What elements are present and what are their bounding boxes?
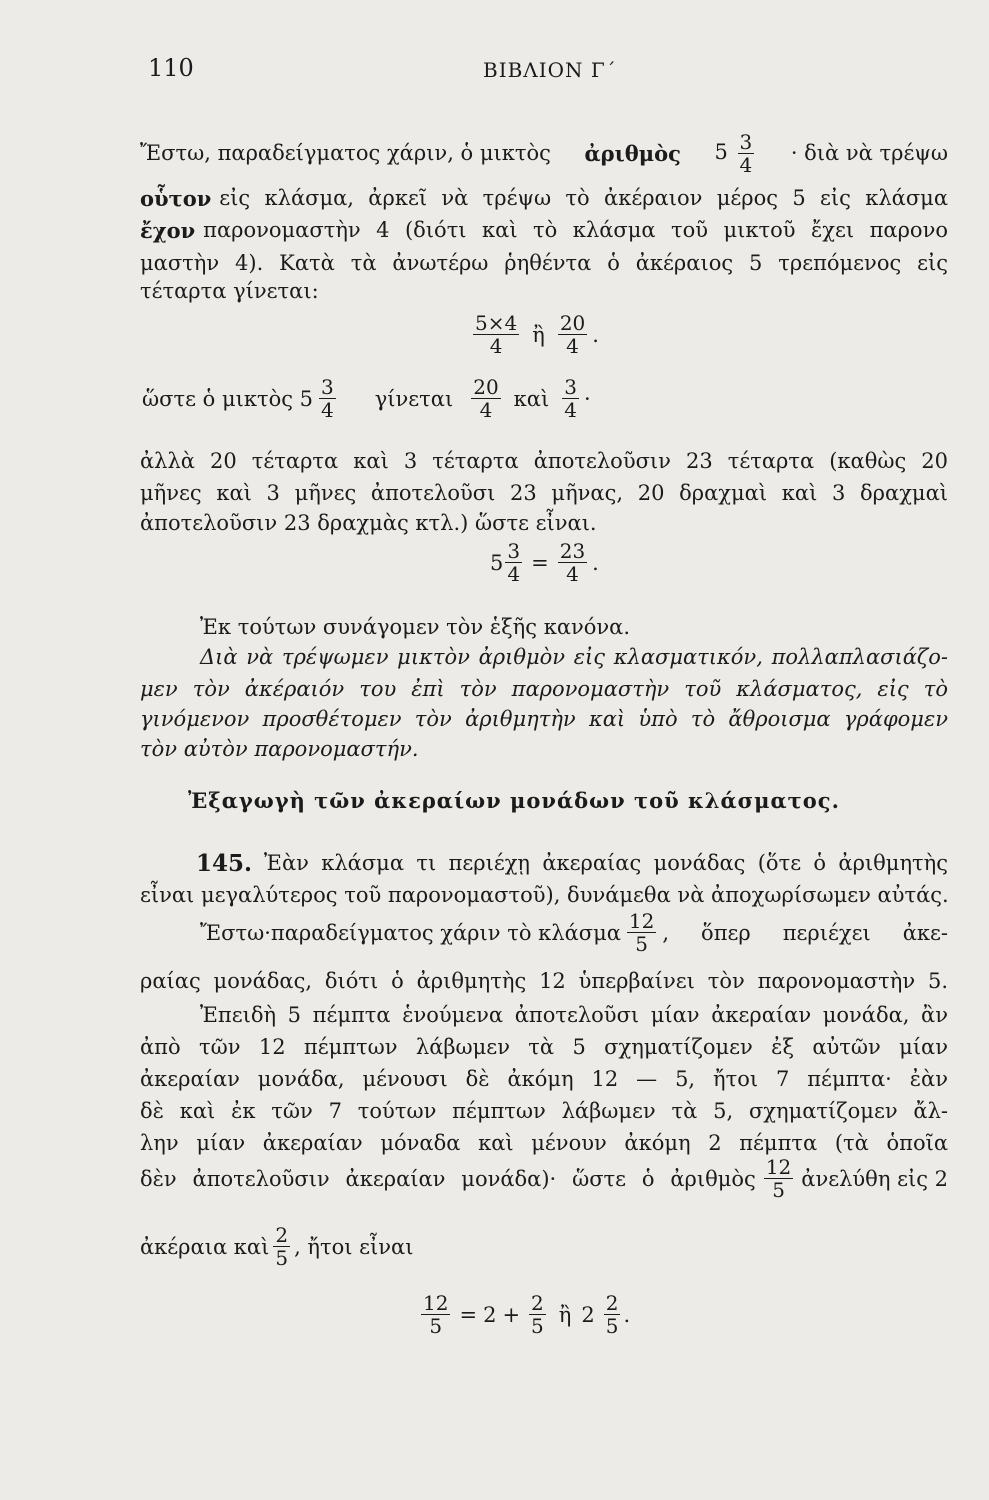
para145-line1: 145. Ἐὰν κλάσμα τι περιέχῃ ἀκεραίας μονάδας (ὅτε ὁ ἀριθμητὴς <box>196 850 948 877</box>
fraction-3-4: $\frac{3}{4}$ <box>507 539 521 586</box>
para145-line2: εἶναι μεγαλύτερος τοῦ παρονομαστοῦ), δυνάμεθα νὰ ἀποχωρίσωμεν αὐτάς. <box>140 883 949 907</box>
rule-intro: Ἐκ τούτων συνάγομεν τὸν ἑξῆς κανόνα. <box>200 615 631 639</box>
equation-5-3-4-equals-23-4: 5 $\frac{3}{4}$ = $\frac{23}{4}$ . <box>490 539 599 586</box>
page-number: 110 <box>148 54 194 82</box>
para145-line10: δὲν ἀποτελοῦσιν ἀκεραίαν μονάδα)· ὥστε ὁ ἀριθμὸς $\frac{12}{5}$ ἀνελύθη εἰς 2 <box>140 1155 948 1202</box>
equation-mixed-becomes: ὥστε ὁ μικτὸς 5 $\frac{3}{4}$ γίνεται $\frac{20}{4}$ καὶ $\frac{3}{4}$ · <box>142 375 591 422</box>
paragraph-number: 145. <box>196 850 253 877</box>
fraction-12-5: $\frac{12}{5}$ <box>628 909 655 956</box>
fraction-2-5: $\frac{2}{5}$ <box>531 1291 544 1338</box>
para2-line3: ἀποτελοῦσιν 23 δραχμὰς κτλ.) ὥστε εἶναι. <box>140 511 597 535</box>
fraction-12-5: $\frac{12}{5}$ <box>765 1155 792 1202</box>
fraction-2-5: $\frac{2}{5}$ <box>605 1291 619 1338</box>
fraction-3-4: $\frac{3}{4}$ <box>739 129 753 177</box>
fraction-20-4: $\frac{20}{4}$ <box>559 311 586 358</box>
fraction-5x4-4: $\frac{5\times 4}{4}$ <box>475 311 518 358</box>
rule-line3: γινόμενον προσθέτομεν τὸν ἀριθμητὴν καὶ ὑπὸ τὸ ἄθροισμα γράφομεν <box>140 707 948 731</box>
fraction-20-4: $\frac{20}{4}$ <box>473 375 499 422</box>
fraction-3-4: $\frac{3}{4}$ <box>564 375 577 422</box>
rule-line1: Διὰ νὰ τρέψωμεν μικτὸν ἀριθμὸν εἰς κλασματικόν, πολλαπλασιάζο- <box>200 645 948 669</box>
fraction-12-5: $\frac{12}{5}$ <box>423 1291 449 1338</box>
para145-line11: ἀκέραια καὶ $\frac{2}{5}$ , ἤτοι εἶναι <box>140 1223 414 1270</box>
mixed-number-5-3-4: 5 $\frac{3}{4}$ <box>714 129 753 177</box>
para1-line4: μαστὴν 4). Κατὰ τὰ ἀνωτέρω ῥηθέντα ὁ ἀκέραιος 5 τρεπόμενος εἰς <box>140 251 948 275</box>
para145-line7: ἀκεραίαν μονάδα, μένουσι δὲ ἀκόμη 12 — 5, ἤτοι 7 πέμπτα· ἐὰν <box>140 1067 948 1091</box>
section-heading: Ἐξαγωγὴ τῶν ἀκεραίων μονάδων τοῦ κλάσματος. <box>188 788 840 813</box>
para145-line4: ραίας μονάδας, διότι ὁ ἀριθμητὴς 12 ὑπερβαίνει τὸν παρονομαστὴν 5. <box>140 969 948 993</box>
running-title: ΒΙΒΛΙΟΝ Γ΄ <box>483 58 617 82</box>
para1-line5: τέταρτα γίνεται: <box>140 279 319 303</box>
rule-line2: μεν τὸν ἀκέραιόν του ἐπὶ τὸν παρονομαστὴν τοῦ κλάσματος, εἰς τὸ <box>140 677 948 701</box>
fraction-3-4: $\frac{3}{4}$ <box>321 375 334 422</box>
para145-line3: Ἔστω·παραδείγματος χάριν τὸ κλάσμα $\frac{12}{5}$ , ὅπερ περιέχει ἀκε- <box>200 909 948 956</box>
para145-line6: ἀπὸ τῶν 12 πέμπτων λάβωμεν τὰ 5 σχηματίζομεν ἐξ αὐτῶν μίαν <box>140 1035 948 1059</box>
para145-line9: λην μίαν ἀκεραίαν μόναδα καὶ μένουν ἀκόμη 2 πέμπτα (τὰ ὁποῖα <box>140 1131 948 1155</box>
para145-line8: δὲ καὶ ἐκ τῶν 7 τούτων πέμπτων λάβωμεν τὰ 5, σχηματίζομεν ἄλ- <box>140 1099 948 1123</box>
rule-line4: τὸν αὐτὸν παρονομαστήν. <box>140 737 419 761</box>
para2-line2: μῆνες καὶ 3 μῆνες ἀποτελοῦσι 23 μῆνας, 20 δραχμαὶ καὶ 3 δραχμαὶ <box>140 481 948 505</box>
para2-line1: ἀλλὰ 20 τέταρτα καὶ 3 τέταρτα ἀποτελοῦσιν 23 τέταρτα (καθὼς 20 <box>140 449 948 473</box>
para1-line3: ἔχον παρονομαστὴν 4 (διότι καὶ τὸ κλάσμα τοῦ μικτοῦ ἔχει παρονο <box>140 218 948 243</box>
fraction-23-4: $\frac{23}{4}$ <box>559 539 586 586</box>
para1-line2: οὗτον εἰς κλάσμα, ἀρκεῖ νὰ τρέψω τὸ ἀκέραιον μέρος 5 εἰς κλάσμα <box>140 186 948 211</box>
para1-line1: Ἔστω, παραδείγματος χάριν, ὁ μικτὸς ἀριθμὸς 5 $\frac{3}{4}$ · διὰ νὰ τρέψω <box>140 129 948 177</box>
para145-line5: Ἐπειδὴ 5 πέμπτα ἑνούμενα ἀποτελοῦσι μίαν ἀκεραίαν μονάδα, ἂν <box>200 1003 948 1027</box>
equation-12-5-equals-2-2-5: $\frac{12}{5}$ = 2 + $\frac{2}{5}$ ἢ 2 $\frac{2}{5}$ . <box>423 1291 631 1338</box>
fraction-2-5: $\frac{2}{5}$ <box>275 1223 289 1270</box>
equation-5x4-over-4: $\frac{5\times 4}{4}$ ἢ $\frac{20}{4}$ . <box>475 311 599 358</box>
